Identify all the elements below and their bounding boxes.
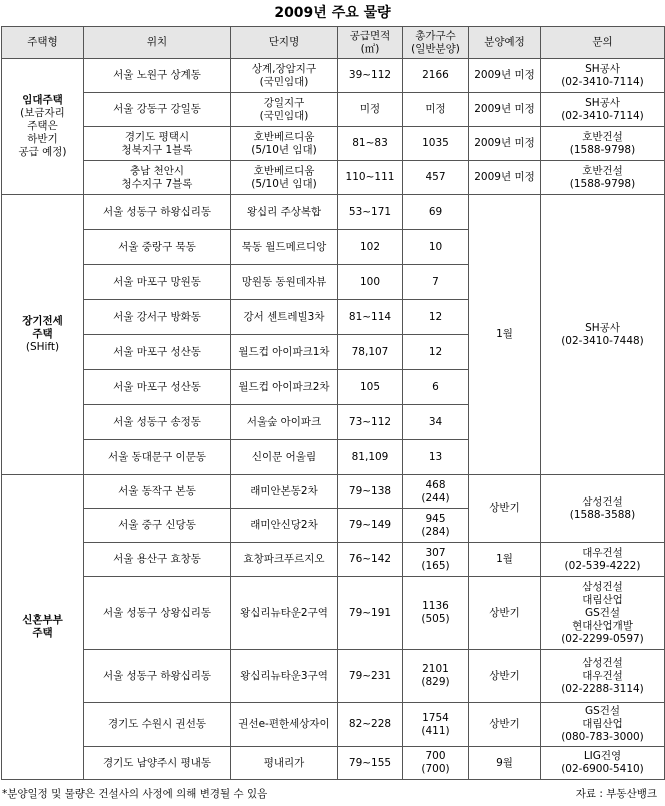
units-cell: 1136 (505) — [403, 577, 469, 650]
complex-cell: 망원동 동원데자뷰 — [231, 265, 338, 300]
location-cell: 서울 성동구 송정동 — [84, 405, 231, 440]
area-cell: 53~171 — [338, 195, 403, 230]
contact-cell: 삼성건설 대우건설 (02-2288-3114) — [541, 650, 665, 703]
schedule-cell: 1월 — [469, 195, 541, 475]
location-cell: 서울 성동구 하왕십리동 — [84, 650, 231, 703]
location-cell: 서울 강서구 방화동 — [84, 300, 231, 335]
schedule-cell: 9월 — [469, 747, 541, 780]
area-cell: 78,107 — [338, 335, 403, 370]
contact-cell: 호반건설 (1588-9798) — [541, 127, 665, 161]
contact-cell: 삼성건설 대림산업 GS건설 현대산업개발 (02-2299-0597) — [541, 577, 665, 650]
location-cell: 충남 천안시 청수지구 7블록 — [84, 161, 231, 195]
schedule-cell: 2009년 미정 — [469, 59, 541, 93]
area-cell: 81~114 — [338, 300, 403, 335]
table-row — [2, 747, 665, 780]
area-cell: 110~111 — [338, 161, 403, 195]
header-location: 위치 — [84, 27, 231, 59]
complex-cell: 효창파크푸르지오 — [231, 543, 338, 577]
schedule-cell: 상반기 — [469, 703, 541, 747]
group-shift: 장기전세 주택 (SHift) — [2, 195, 84, 475]
location-cell: 서울 성동구 상왕십리동 — [84, 577, 231, 650]
units-cell: 700 (700) — [403, 747, 469, 780]
table-row — [2, 59, 665, 93]
units-cell: 13 — [403, 440, 469, 475]
complex-cell: 래미안신당2차 — [231, 509, 338, 543]
contact-cell: SH공사 (02-3410-7114) — [541, 93, 665, 127]
table-row — [2, 703, 665, 747]
area-cell: 82~228 — [338, 703, 403, 747]
area-cell: 81~83 — [338, 127, 403, 161]
location-cell: 서울 동작구 본동 — [84, 475, 231, 509]
area-cell: 102 — [338, 230, 403, 265]
header-contact: 문의 — [541, 27, 665, 59]
area-cell: 미정 — [338, 93, 403, 127]
schedule-cell: 상반기 — [469, 650, 541, 703]
schedule-cell: 상반기 — [469, 475, 541, 543]
group-newlywed: 신혼부부 주택 — [2, 475, 84, 780]
complex-cell: 권선e-편한세상자이 — [231, 703, 338, 747]
header-row — [2, 27, 665, 59]
contact-cell: 대우건설 (02-539-4222) — [541, 543, 665, 577]
location-cell: 경기도 평택시 청북지구 1블록 — [84, 127, 231, 161]
complex-cell: 묵동 월드메르디앙 — [231, 230, 338, 265]
units-cell: 12 — [403, 300, 469, 335]
contact-cell: SH공사 (02-3410-7448) — [541, 195, 665, 475]
area-cell: 76~142 — [338, 543, 403, 577]
complex-cell: 월드컵 아이파크2차 — [231, 370, 338, 405]
location-cell: 서울 마포구 성산동 — [84, 335, 231, 370]
housing-supply-table — [1, 26, 665, 780]
units-cell: 1754 (411) — [403, 703, 469, 747]
area-cell: 81,109 — [338, 440, 403, 475]
units-cell: 1035 — [403, 127, 469, 161]
footnote: *분양일정 및 물량은 건설사의 사정에 의해 변경될 수 있음 — [2, 788, 268, 800]
location-cell: 서울 강동구 강일동 — [84, 93, 231, 127]
location-cell: 서울 중구 신당동 — [84, 509, 231, 543]
area-cell: 39~112 — [338, 59, 403, 93]
complex-cell: 서울숲 아이파크 — [231, 405, 338, 440]
complex-cell: 왕십리뉴타운3구역 — [231, 650, 338, 703]
table-row — [2, 475, 665, 509]
header-area: 공급면적 (㎡) — [338, 27, 403, 59]
units-cell: 10 — [403, 230, 469, 265]
complex-cell: 호반베르디움 (5/10년 임대) — [231, 161, 338, 195]
contact-cell: GS건설 대림산업 (080-783-3000) — [541, 703, 665, 747]
page-title: 2009년 주요 물량 — [274, 5, 391, 21]
complex-cell: 왕십리 주상복합 — [231, 195, 338, 230]
table-row — [2, 543, 665, 577]
contact-cell: SH공사 (02-3410-7114) — [541, 59, 665, 93]
units-cell: 945 (284) — [403, 509, 469, 543]
table-row — [2, 577, 665, 650]
header-units: 총가구수 (일반분양) — [403, 27, 469, 59]
contact-cell: 호반건설 (1588-9798) — [541, 161, 665, 195]
header-schedule: 분양예정 — [469, 27, 541, 59]
units-cell: 12 — [403, 335, 469, 370]
area-cell: 79~191 — [338, 577, 403, 650]
complex-cell: 호반베르디움 (5/10년 임대) — [231, 127, 338, 161]
area-cell: 79~155 — [338, 747, 403, 780]
location-cell: 서울 노원구 상계동 — [84, 59, 231, 93]
table-row — [2, 195, 665, 230]
schedule-cell: 2009년 미정 — [469, 161, 541, 195]
units-cell: 2166 — [403, 59, 469, 93]
complex-cell: 월드컵 아이파크1차 — [231, 335, 338, 370]
units-cell: 미정 — [403, 93, 469, 127]
complex-cell: 상계,장암지구 (국민임대) — [231, 59, 338, 93]
group-rental: 임대주택 (보금자리 주택은 하반기 공급 예정) — [2, 59, 84, 195]
complex-cell: 래미안본동2차 — [231, 475, 338, 509]
complex-cell: 강서 센트레빌3차 — [231, 300, 338, 335]
area-cell: 79~138 — [338, 475, 403, 509]
complex-cell: 왕십리뉴타운2구역 — [231, 577, 338, 650]
source-note: 자료 : 부동산뱅크 — [575, 788, 657, 800]
table-row — [2, 93, 665, 127]
area-cell: 105 — [338, 370, 403, 405]
units-cell: 34 — [403, 405, 469, 440]
complex-cell: 평내리가 — [231, 747, 338, 780]
header-type: 주택형 — [2, 27, 84, 59]
units-cell: 307 (165) — [403, 543, 469, 577]
location-cell: 서울 마포구 망원동 — [84, 265, 231, 300]
area-cell: 73~112 — [338, 405, 403, 440]
location-cell: 서울 중랑구 묵동 — [84, 230, 231, 265]
units-cell: 468 (244) — [403, 475, 469, 509]
location-cell: 경기도 수원시 권선동 — [84, 703, 231, 747]
area-cell: 79~149 — [338, 509, 403, 543]
area-cell: 100 — [338, 265, 403, 300]
schedule-cell: 2009년 미정 — [469, 127, 541, 161]
complex-cell: 강일지구 (국민임대) — [231, 93, 338, 127]
location-cell: 서울 용산구 효창동 — [84, 543, 231, 577]
location-cell: 서울 마포구 성산동 — [84, 370, 231, 405]
header-complex: 단지명 — [231, 27, 338, 59]
table-row — [2, 650, 665, 703]
schedule-cell: 상반기 — [469, 577, 541, 650]
location-cell: 경기도 남양주시 평내동 — [84, 747, 231, 780]
units-cell: 7 — [403, 265, 469, 300]
contact-cell: LIG건영 (02-6900-5410) — [541, 747, 665, 780]
table-row — [2, 161, 665, 195]
schedule-cell: 1월 — [469, 543, 541, 577]
schedule-cell: 2009년 미정 — [469, 93, 541, 127]
location-cell: 서울 성동구 하왕십리동 — [84, 195, 231, 230]
area-cell: 79~231 — [338, 650, 403, 703]
units-cell: 69 — [403, 195, 469, 230]
contact-cell: 삼성건설 (1588-3588) — [541, 475, 665, 543]
units-cell: 2101 (829) — [403, 650, 469, 703]
units-cell: 457 — [403, 161, 469, 195]
table-row — [2, 127, 665, 161]
units-cell: 6 — [403, 370, 469, 405]
complex-cell: 신이문 어울림 — [231, 440, 338, 475]
location-cell: 서울 동대문구 이문동 — [84, 440, 231, 475]
